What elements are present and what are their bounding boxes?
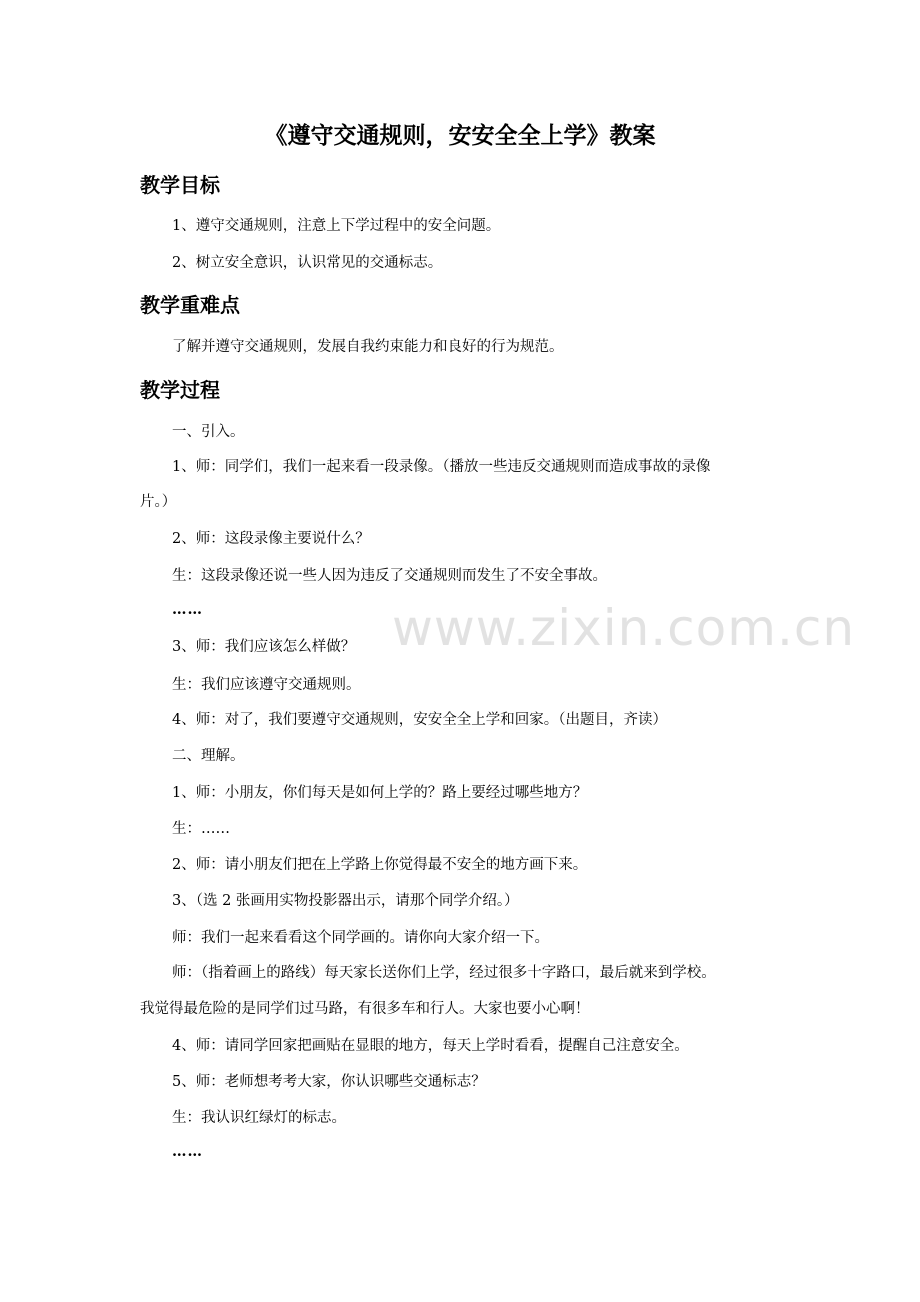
process-line: 3、（选 2 张画用实物投影器出示，请那个同学介绍。）	[172, 893, 519, 909]
process-line: 3、师：我们应该怎么样做？	[172, 639, 356, 655]
goal-item-1: 1、遵守交通规则，注意上下学过程中的安全问题。	[172, 218, 501, 234]
process-line: 一、引入。	[172, 424, 245, 440]
ellipsis: ……	[172, 601, 203, 618]
process-line: 5、师：老师想考考大家，你认识哪些交通标志？	[172, 1074, 486, 1090]
process-line: 我觉得最危险的是同学们过马路，有很多车和行人。大家也要小心啊！	[140, 1001, 590, 1017]
process-line: 生：我们应该遵守交通规则。	[172, 677, 361, 693]
heading-key-points: 教学重难点	[140, 293, 240, 317]
key-points-text: 了解并遵守交通规则，发展自我约束能力和良好的行为规范。	[172, 339, 564, 355]
ellipsis: ……	[172, 1143, 203, 1160]
process-line: 生：我认识红绿灯的标志。	[172, 1110, 346, 1126]
goal-item-2: 2、树立安全意识，认识常见的交通标志。	[172, 255, 443, 271]
process-line: 4、师：请同学回家把画贴在显眼的地方，每天上学时看看，提醒自己注意安全。	[172, 1038, 689, 1054]
process-line: 1、师：小朋友，你们每天是如何上学的？路上要经过哪些地方？	[172, 785, 588, 801]
process-line: 师：（指着画上的路线）每天家长送你们上学，经过很多十字路口，最后就来到学校。	[172, 965, 716, 981]
process-line: 生：……	[172, 821, 230, 837]
heading-teaching-goals: 教学目标	[140, 173, 220, 197]
process-line: 2、师：这段录像主要说什么？	[172, 531, 370, 547]
process-line: 生：这段录像还说一些人因为违反了交通规则而发生了不安全事故。	[172, 568, 607, 584]
process-line: 1、师：同学们，我们一起来看一段录像。（播放一些违反交通规则而造成事故的录像	[172, 459, 711, 475]
process-line: 片。）	[140, 494, 177, 510]
process-line: 二、理解。	[172, 748, 245, 764]
heading-teaching-process: 教学过程	[140, 378, 220, 402]
watermark: www.zixin.com.cn	[392, 599, 856, 657]
document-title: 《遵守交通规则，安安全全上学》教案	[264, 123, 656, 149]
process-line: 师：我们一起来看看这个同学画的。请你向大家介绍一下。	[172, 930, 549, 946]
process-line: 4、师：对了，我们要遵守交通规则，安安全全上学和回家。（出题目，齐读）	[172, 712, 667, 728]
process-line: 2、师：请小朋友们把在上学路上你觉得最不安全的地方画下来。	[172, 857, 588, 873]
